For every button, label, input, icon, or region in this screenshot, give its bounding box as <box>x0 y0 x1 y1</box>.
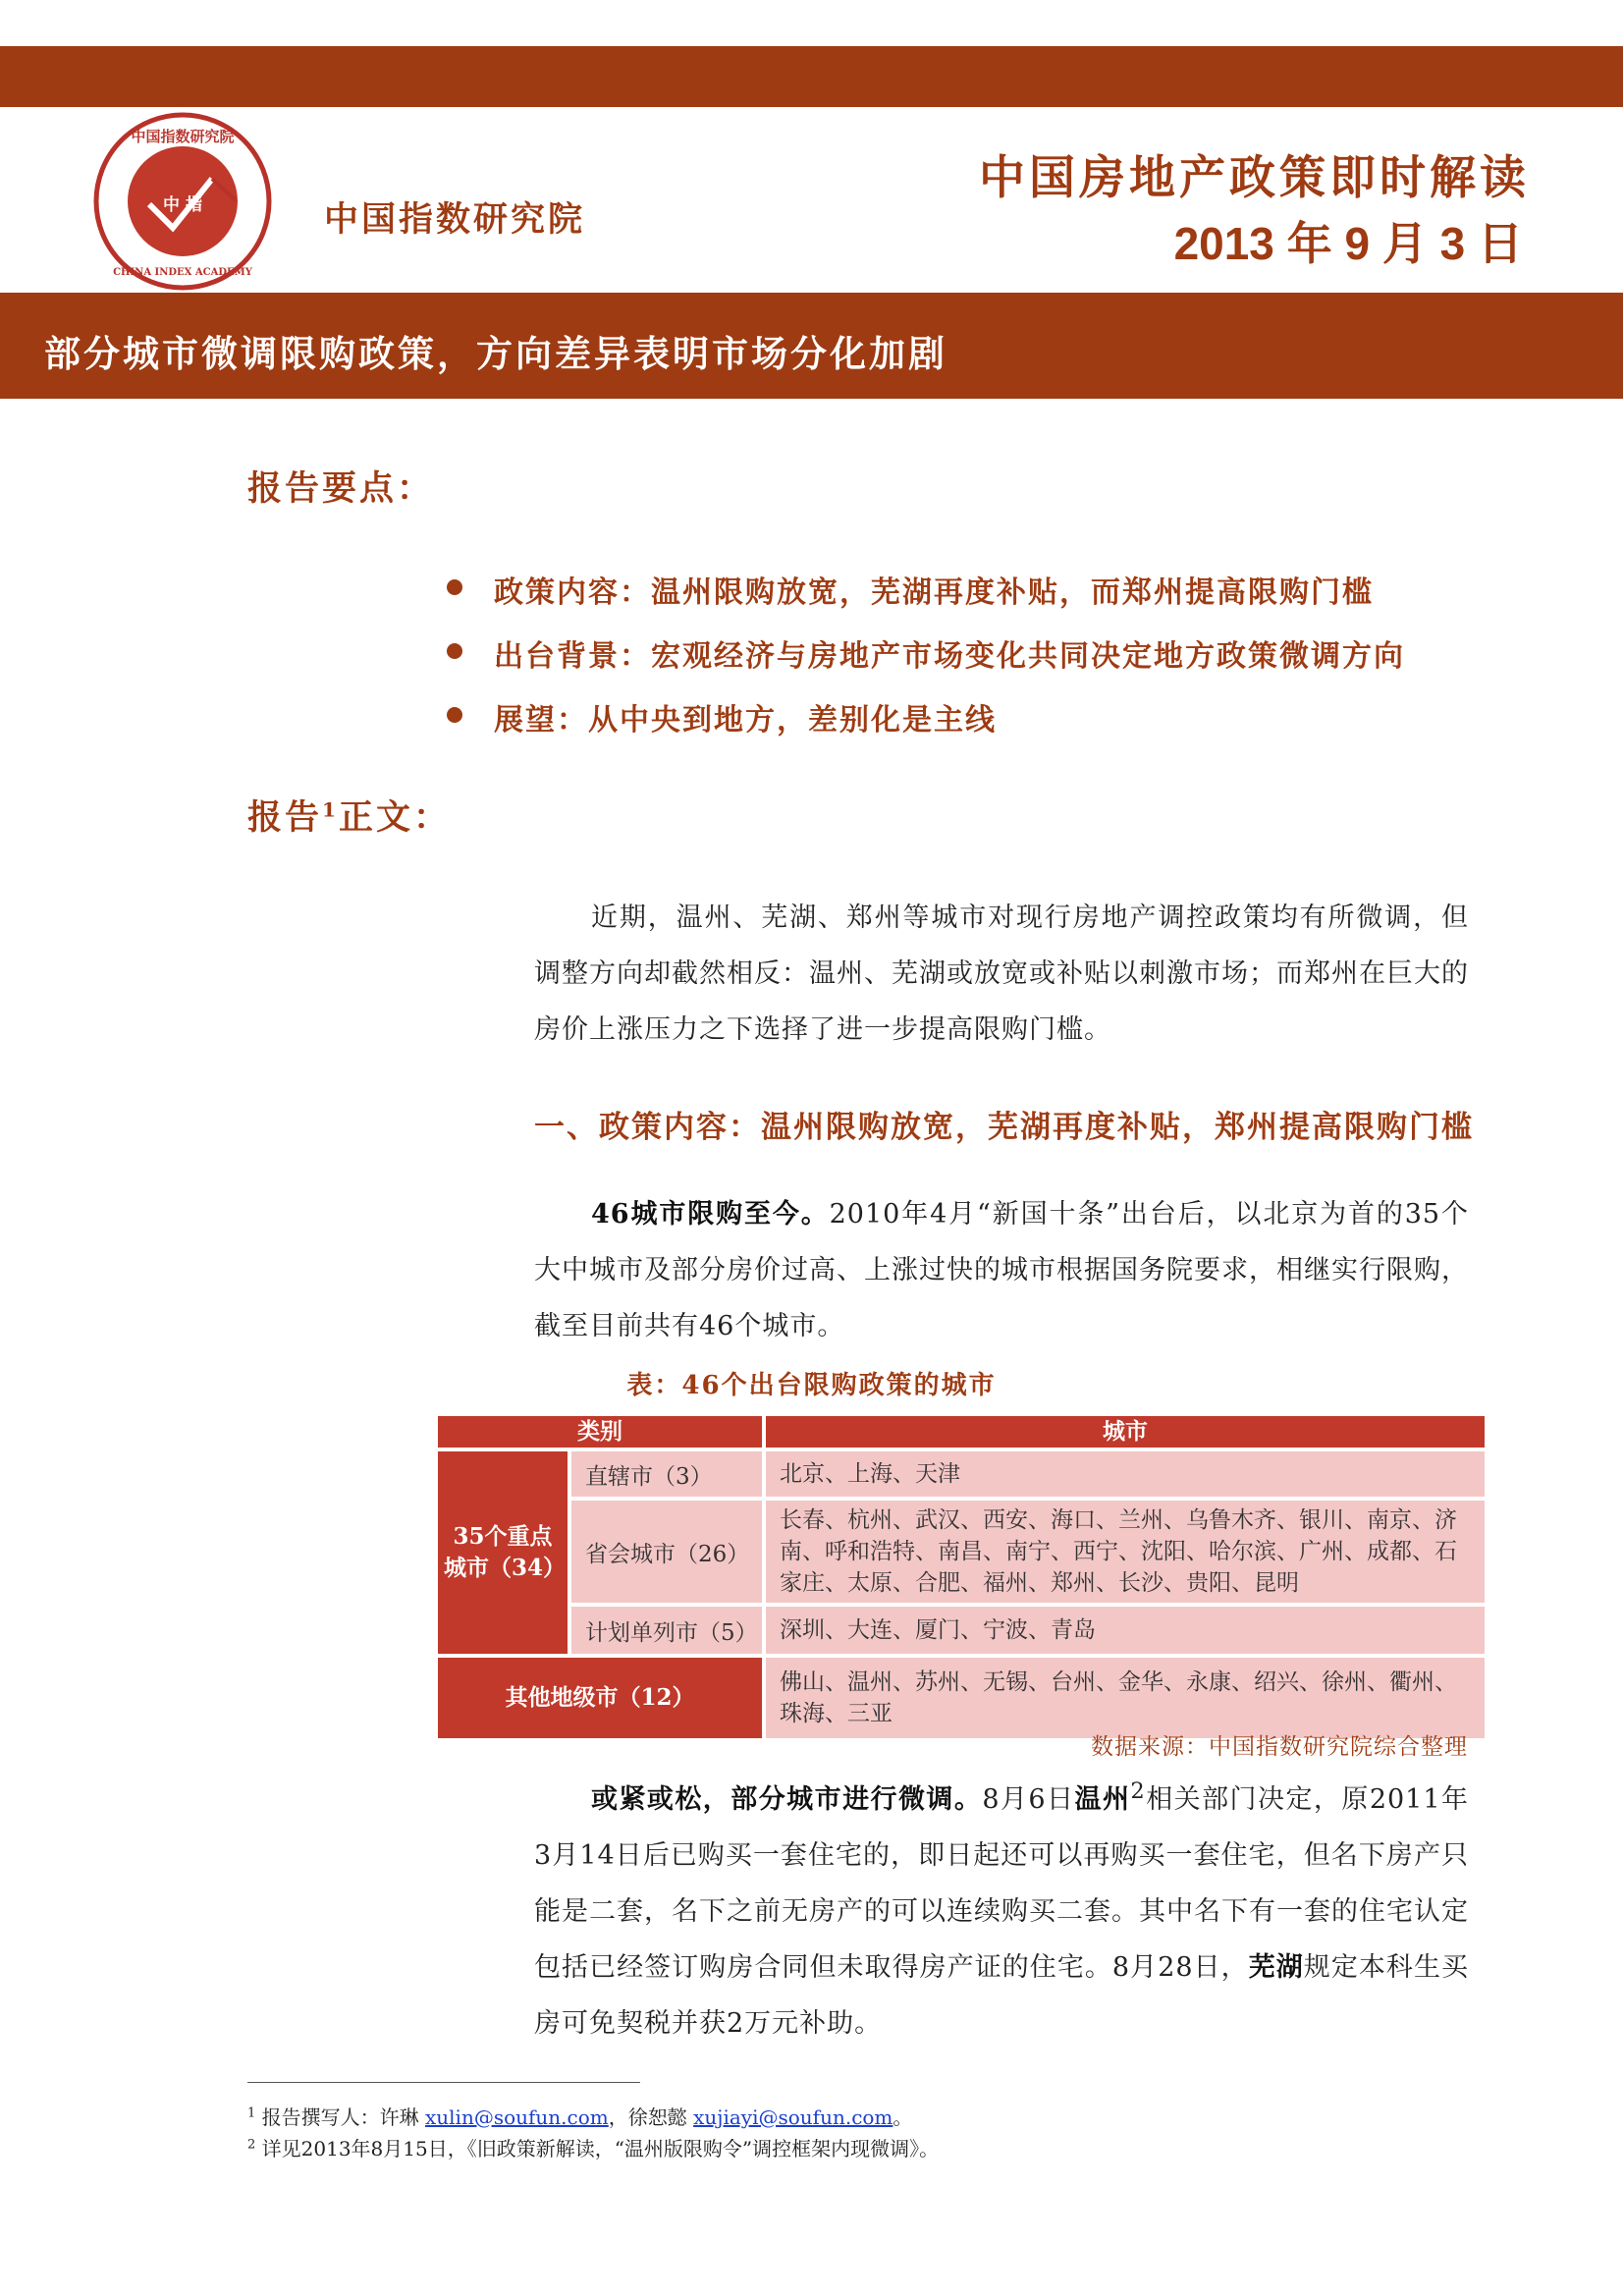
top-banner <box>0 46 1623 107</box>
key-point-item <box>447 695 1405 759</box>
para2-text: 2010年4月“新国十条”出台后，以北京为首的35个大中城市及部分房价过高、上涨过快的城市根据国务院要求，相继实行限购，截至目前共有46个城市。 <box>534 1199 1469 1341</box>
key-point-item <box>447 631 1405 695</box>
date-day-unit: 日 <box>1478 217 1523 270</box>
table-caption: 表：46个出台限购政策的城市 <box>626 1371 997 1400</box>
email-link-xujiayi[interactable]: xujiayi@soufun.com <box>693 2105 893 2129</box>
footnote-1-mid: ，徐恕懿 <box>608 2105 694 2129</box>
logo-center-text: 中 指 <box>163 195 202 215</box>
date-year-unit: 年 <box>1286 217 1332 270</box>
key-point-text: 展望：从中央到地方，差别化是主线 <box>494 703 997 738</box>
china-index-academy-logo <box>88 110 277 293</box>
date-month: 9 <box>1344 218 1371 269</box>
bullet-dot-icon <box>447 579 462 595</box>
para3-t1: 8月6日 <box>982 1784 1075 1815</box>
key-point-text: 出台背景：宏观经济与房地产市场变化共同决定地方政策微调方向 <box>494 639 1405 674</box>
body-heading-prefix: 报告 <box>247 797 323 838</box>
footnote-1-text: 报告撰写人：许琳 <box>261 2105 425 2129</box>
footnote-divider <box>247 2082 640 2083</box>
report-title: 中国房地产政策即时解读 <box>979 151 1530 205</box>
org-name: 中国指数研究院 <box>324 199 586 240</box>
table-source: 数据来源：中国指数研究院综合整理 <box>1091 1734 1468 1760</box>
para3-lead: 或紧或松，部分城市进行微调。 <box>591 1784 983 1815</box>
bullet-dot-icon <box>447 643 462 659</box>
table-row-category: 计划单列市（5） <box>571 1607 762 1654</box>
bullet-dot-icon <box>447 707 462 723</box>
table-group-other: 其他地级市（12） <box>438 1658 762 1738</box>
footnote-1-num: 1 <box>247 2105 256 2121</box>
table-row-cities: 北京、上海、天津 <box>766 1451 1485 1497</box>
table-header-cities: 城市 <box>766 1416 1485 1448</box>
key-points-heading: 报告要点： <box>247 468 435 509</box>
logo-bottom-text: CHINA INDEX ACADEMY <box>113 267 252 278</box>
para3-t3: 规定本科生买房可免契税并获2万元补助。 <box>534 1952 1470 2039</box>
table-header-category: 类别 <box>438 1416 762 1448</box>
para3-t2: 相关部门决定，原2011年3月14日后已购买一套住宅的，即日起还可以再购买一套住宅，但名下房产只能是二套，名下之前无房产的可以连续购买二套。其中名下有一套的住宅认定包括已经签订购房合同但未取得房产证的住宅。8月28日， <box>534 1784 1469 1983</box>
section1-title: 一、政策内容：温州限购放宽，芜湖再度补贴，郑州提高限购门槛 <box>534 1110 1474 1145</box>
table-row-cities: 佛山、温州、苏州、无锡、台州、金华、永康、绍兴、徐州、衢州、珠海、三亚 <box>766 1658 1485 1738</box>
para3-city1: 温州 <box>1074 1784 1131 1815</box>
report-date <box>1174 208 1523 273</box>
footnote-1 <box>247 2102 912 2130</box>
table-row-cities: 长春、杭州、武汉、西安、海口、兰州、乌鲁木齐、银川、南京、济南、呼和浩特、南昌、南宁、西宁、沈阳、哈尔滨、广州、成都、石家庄、太原、合肥、福州、郑州、长沙、贵阳、昆明 <box>766 1501 1485 1603</box>
date-month-unit: 月 <box>1381 217 1428 270</box>
headline: 部分城市微调限购政策，方向差异表明市场分化加剧 <box>44 332 947 375</box>
footnote-1-end: 。 <box>893 2105 913 2129</box>
date-day: 3 <box>1439 218 1466 269</box>
logo-top-text: 中国指数研究院 <box>131 128 235 145</box>
footnote-ref-2[interactable]: 2 <box>1130 1778 1146 1804</box>
footnote-2-num: 2 <box>247 2137 256 2153</box>
footnote-2-text: 详见2013年8月15日，《旧政策新解读，“温州版限购令”调控框架内现微调》。 <box>261 2137 940 2160</box>
paragraph-3 <box>534 1764 1469 2051</box>
email-link-xulin[interactable]: xulin@soufun.com <box>425 2105 609 2129</box>
table-row-category: 省会城市（26） <box>571 1501 762 1603</box>
para2-lead: 46城市限购至今。 <box>591 1199 830 1230</box>
date-year: 2013 <box>1173 218 1274 269</box>
key-point-text: 政策内容：温州限购放宽，芜湖再度补贴，而郑州提高限购门槛 <box>494 575 1374 610</box>
body-heading <box>247 791 451 840</box>
key-points-list <box>447 568 1405 759</box>
body-heading-suffix: 正文： <box>338 797 451 838</box>
intro-paragraph: 近期，温州、芜湖、郑州等城市对现行房地产调控政策均有所微调，但调整方向却截然相反：温州、芜湖或放宽或补贴以刺激市场；而郑州在巨大的房价上涨压力之下选择了进一步提高限购门槛。 <box>534 902 1469 1045</box>
footnote-ref-1[interactable]: 1 <box>322 797 339 822</box>
para3-city2: 芜湖 <box>1248 1952 1304 1983</box>
key-point-item <box>447 568 1405 631</box>
table-group-main: 35个重点城市（34） <box>438 1451 568 1654</box>
table-row-category: 直辖市（3） <box>571 1451 762 1497</box>
table-row-cities: 深圳、大连、厦门、宁波、青岛 <box>766 1607 1485 1654</box>
paragraph-2 <box>534 1186 1469 1354</box>
footnote-2 <box>247 2133 939 2161</box>
